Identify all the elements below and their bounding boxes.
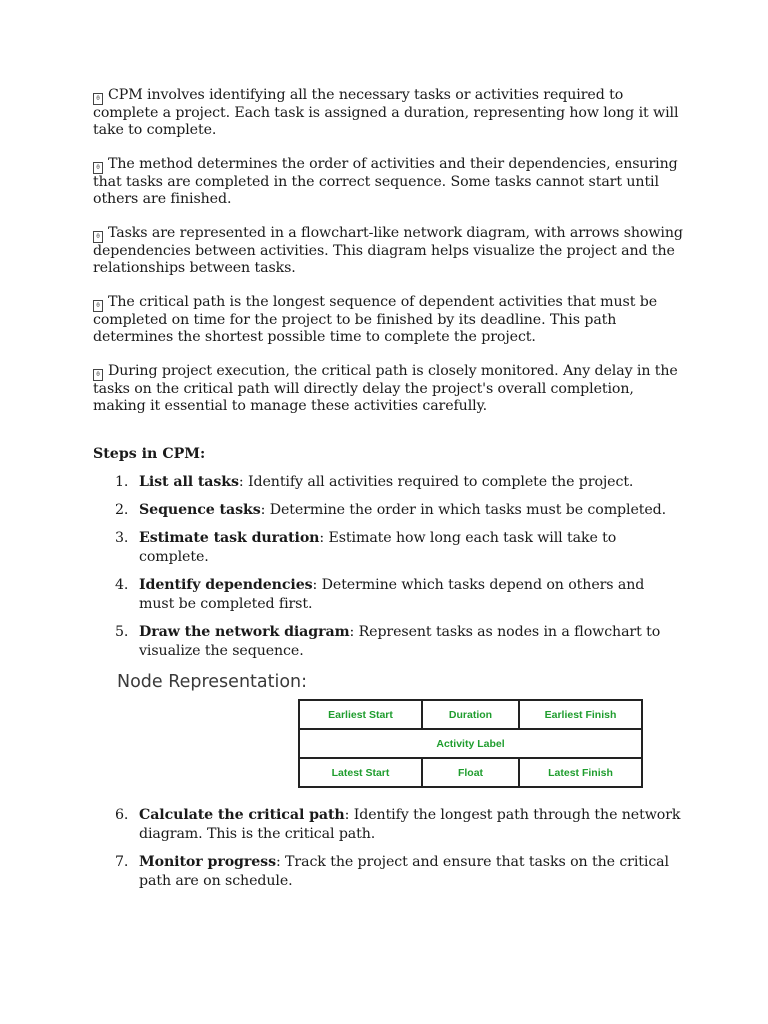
steps-heading: Steps in CPM: xyxy=(93,446,206,462)
list-number: 6. xyxy=(115,807,129,823)
list-number: 1. xyxy=(115,474,129,490)
node-representation-diagram xyxy=(298,699,643,788)
list-item xyxy=(93,806,683,844)
list-number: 3. xyxy=(115,530,129,546)
list-item xyxy=(93,501,683,520)
steps-list xyxy=(93,473,683,661)
list-item xyxy=(93,529,683,567)
list-number: 4. xyxy=(115,577,129,593)
list-number: 2. xyxy=(115,502,129,518)
earliest-finish-cell: Earliest Finish xyxy=(519,700,642,729)
step-description: : Identify the longest path through the network diagram. This is the critical path. xyxy=(139,807,681,842)
list-item xyxy=(93,576,683,614)
missing-glyph-icon: 0 xyxy=(93,300,103,312)
earliest-start-cell: Earliest Start xyxy=(299,700,422,729)
paragraph-monitoring xyxy=(93,363,683,415)
step-description: : Represent tasks as nodes in a flowchart to visualize the sequence. xyxy=(139,624,661,659)
paragraph-text: The method determines the order of activities and their dependencies, ensuring that tasks are completed in the correct sequence. Some tasks cannot start until others are finished. xyxy=(93,156,678,207)
steps-list-continued xyxy=(93,806,683,891)
missing-glyph-icon: 0 xyxy=(93,231,103,243)
duration-cell: Duration xyxy=(422,700,519,729)
step-title: Identify dependencies xyxy=(139,577,313,593)
latest-start-cell: Latest Start xyxy=(299,758,422,787)
list-item xyxy=(93,853,683,891)
node-representation-title: Node Representation: xyxy=(117,672,308,692)
step-title: Calculate the critical path xyxy=(139,807,345,823)
paragraph-text: Tasks are represented in a flowchart-like network diagram, with arrows showing dependencies between activities. This diagram helps visualize the project and the relationships between tasks. xyxy=(93,225,683,276)
step-title: Monitor progress xyxy=(139,854,276,870)
step-description: : Determine which tasks depend on others and must be completed first. xyxy=(139,577,645,612)
step-title: Estimate task duration xyxy=(139,530,320,546)
step-title: List all tasks xyxy=(139,474,239,490)
paragraph-cpm-overview xyxy=(93,87,683,139)
step-description: : Track the project and ensure that tasks on the critical path are on schedule. xyxy=(139,854,669,889)
step-title: Draw the network diagram xyxy=(139,624,350,640)
list-item xyxy=(93,623,683,661)
step-description: : Determine the order in which tasks must be completed. xyxy=(260,502,667,518)
paragraph-critical-path xyxy=(93,294,683,346)
document-page xyxy=(93,87,683,900)
step-title: Sequence tasks xyxy=(139,502,261,518)
missing-glyph-icon: 0 xyxy=(93,369,103,381)
list-number: 7. xyxy=(115,854,129,870)
list-item xyxy=(93,473,683,492)
paragraph-order xyxy=(93,156,683,208)
paragraph-text: The critical path is the longest sequence of dependent activities that must be completed on time for the project to be finished by its deadline. This path determines the shortest possible time to complete the project. xyxy=(93,294,658,345)
paragraph-text: CPM involves identifying all the necessary tasks or activities required to complete a project. Each task is assigned a duration, representing how long it will take to complete. xyxy=(93,87,679,138)
float-cell: Float xyxy=(422,758,519,787)
activity-label-cell: Activity Label xyxy=(299,729,642,758)
missing-glyph-icon: 0 xyxy=(93,93,103,105)
paragraph-text: During project execution, the critical path is closely monitored. Any delay in the tasks on the critical path will directly delay the project's overall completion, making it essential to manage these activities carefully. xyxy=(93,363,678,414)
missing-glyph-icon: 0 xyxy=(93,162,103,174)
paragraph-network-diagram xyxy=(93,225,683,277)
latest-finish-cell: Latest Finish xyxy=(519,758,642,787)
list-number: 5. xyxy=(115,624,129,640)
step-description: : Identify all activities required to complete the project. xyxy=(238,474,634,490)
step-description: : Estimate how long each task will take to complete. xyxy=(139,530,617,565)
